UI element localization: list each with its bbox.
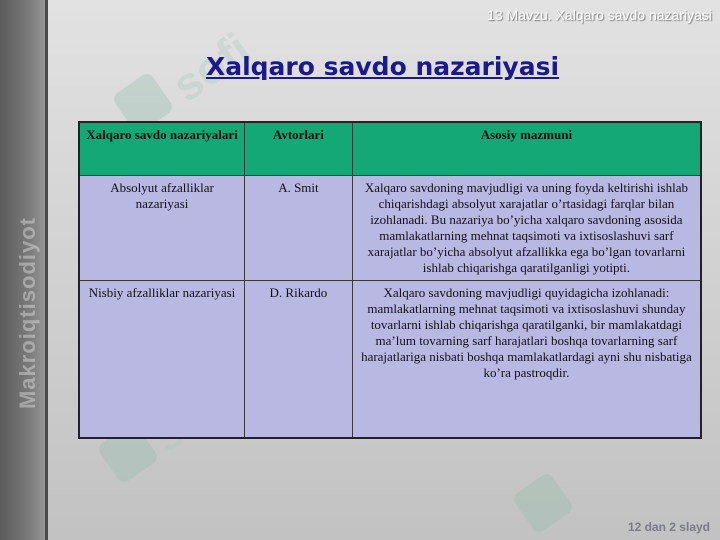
slide-counter: 12 dan 2 slayd [627, 520, 710, 534]
table-row [79, 281, 701, 439]
theory-name-cell: Nisbiy afzalliklar nazariyasi [79, 281, 245, 439]
theory-name-cell: Absolyut afzalliklar nazariyasi [79, 176, 245, 281]
content-cell: Xalqaro savdoning mavjudligi quyidagicha izohlanadi: mamlakatlarning mehnat taqsimoti va ixtisoslashuvi shunday tovarlarni ishlab chiqarishga qaratilganki, bir mamlakatdagi ma’lum tovarning sarf harajatlari boshqa tovarlarning sarf harajatlariga nisbati boshqa mamlakatlardagi ayni shu nisbatiga ko’ra pastroqdir. [352, 281, 701, 439]
left-strip-edge [45, 0, 48, 540]
table-row [79, 176, 701, 281]
author-cell: A. Smit [245, 176, 353, 281]
watermark-text: sofi [162, 22, 260, 112]
table-header-row [79, 122, 701, 176]
table-header-cell: Xalqaro savdo nazariyalari [79, 122, 245, 176]
slide-header-title: 13 Mavzu. Xalqaro savdo nazariyasi [487, 7, 712, 23]
author-cell: D. Rikardo [245, 281, 353, 439]
theories-table [78, 121, 702, 439]
side-label: Makroiqtisodiyot [15, 217, 40, 410]
page-title: Xalqaro savdo nazariyasi [205, 52, 560, 81]
content-cell: Xalqaro savdoning mavjudligi va uning foyda keltirishi ishlab chiqarishdagi absolyut xarajatlar o’rtasidagi farqlar bilan izohlanadi. Bu nazariya bo’yicha xalqaro savdoning asosida mamlakatlarning mehnat taqsimoti va ixtisoslashuvi sarf xarajatlar bo’yicha absolyut afzallikka ega bo’lgan tovarlarni ishlab chiqarishga qaratilganligi yotipti. [352, 176, 701, 281]
table-header-cell: Avtorlari [245, 122, 353, 176]
watermark-logo-mark [511, 471, 575, 535]
table-header-cell: Asosiy mazmuni [352, 122, 701, 176]
